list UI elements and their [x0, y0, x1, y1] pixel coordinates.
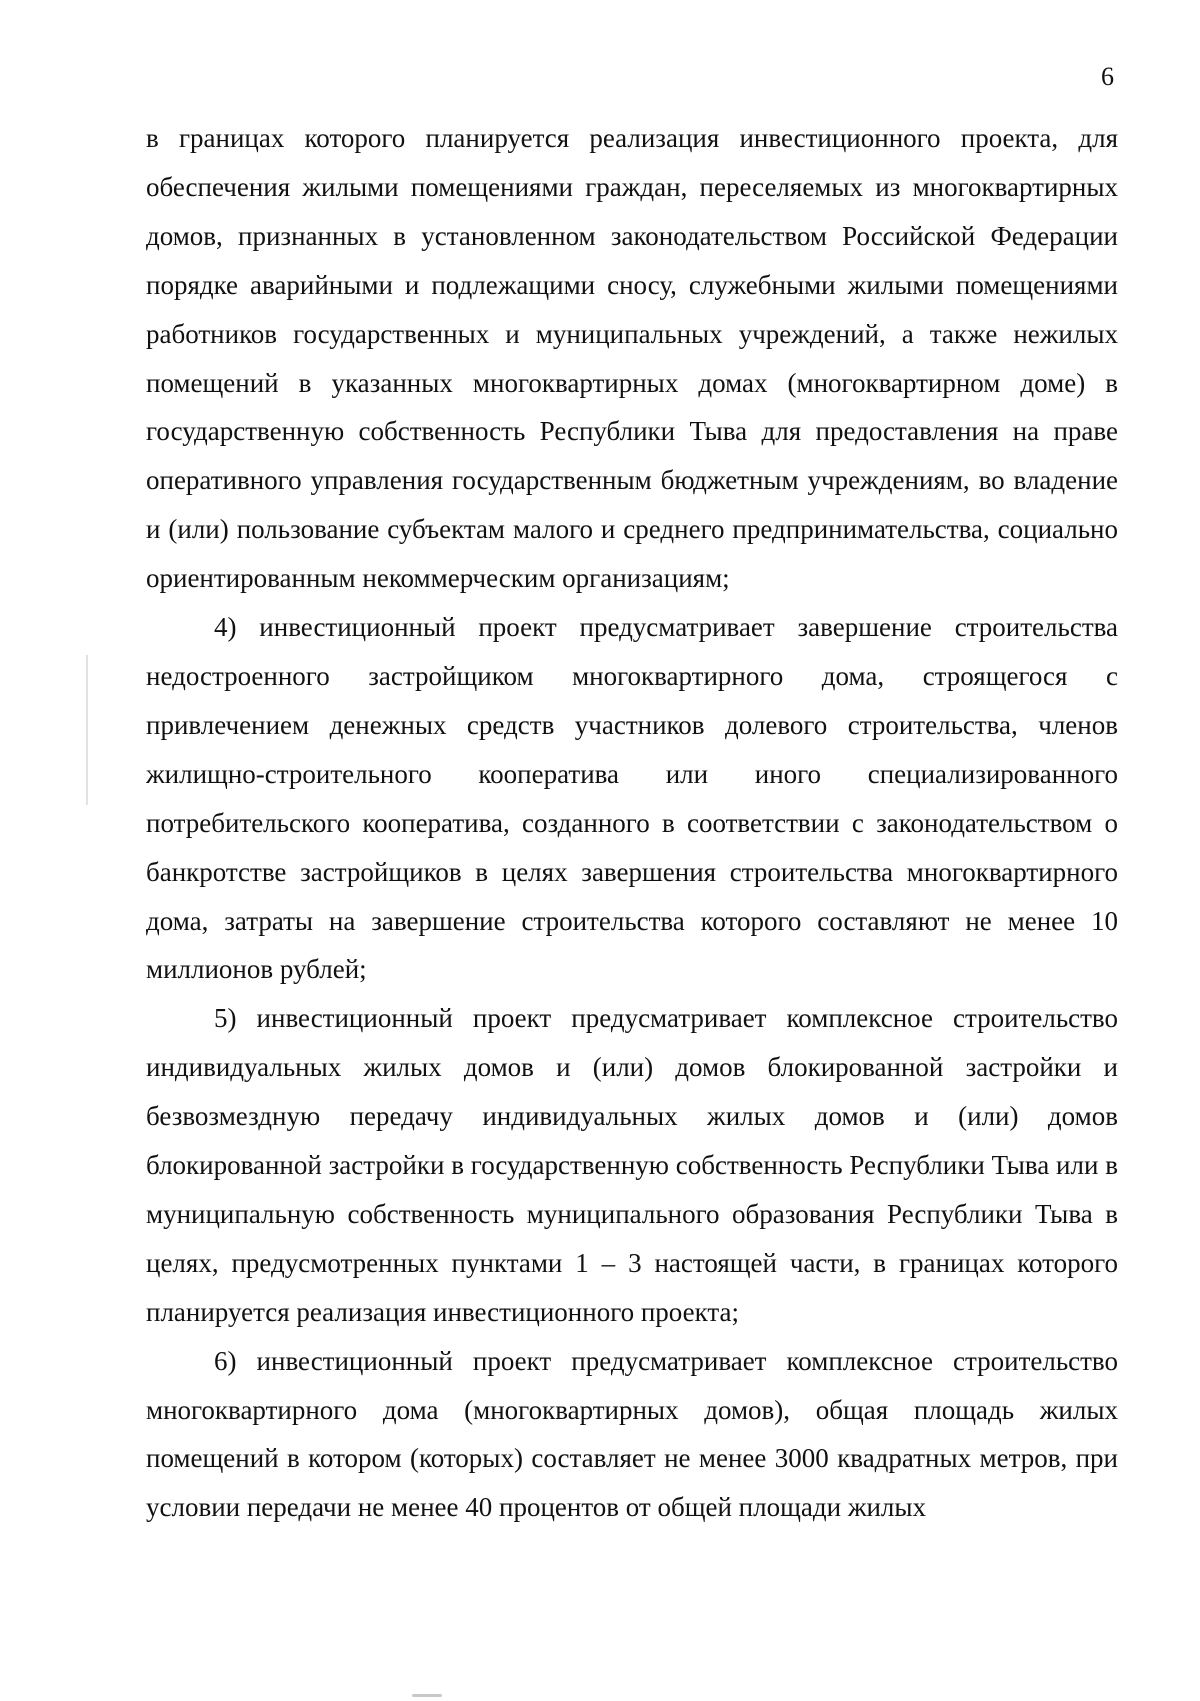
scan-fold-mark: [86, 655, 88, 805]
paragraph-item-4: 4) инвестиционный проект предусматривает завершение строительства недостроенного застройщиком многоквартирного дома, строящегося с привлечением денежных средств участников долевого строительства, членов жилищно-строительного кооператива или иного специализированного потребительского кооператива, созданного в соответствии с законодательством о банкротстве застройщиков в целях завершения строительства многоквартирного дома, затраты на завершение строительства которого составляют не менее 10 миллионов рублей;: [146, 612, 1118, 985]
paragraph-continuation: в границах которого планируется реализация инвестиционного проекта, для обеспечения жилыми помещениями граждан, переселяемых из многоквартирных домов, признанных в установленном законодательством Российской Федерации порядке аварийными и подлежащими сносу, служебными жилыми помещениями работников государственных и муниципальных учреждений, а также нежилых помещений в указанных многоквартирных домах (многоквартирном доме) в государственную собственность Республики Тыва для предоставления на праве оперативного управления государственным бюджетным учреждениям, во владение и (или) пользование субъектам малого и среднего предпринимательства, социально ориентированным некоммерческим организациям;: [146, 123, 1118, 594]
paragraph-item-6: 6) инвестиционный проект предусматривает комплексное строительство многоквартирного дома (многоквартирных домов), общая площадь жилых помещений в котором (которых) составляет не менее 3000 квадратных метров, при условии передачи не менее 40 процентов от общей площади жилых: [146, 1345, 1118, 1523]
paragraph-item-5: 5) инвестиционный проект предусматривает комплексное строительство индивидуальных жилых домов и (или) домов блокированной застройки и безвозмездную передачу индивидуальных жилых домов и (или) домов блокированной застройки в государственную собственность Республики Тыва или в муниципальную собственность муниципального образования Республики Тыва в целях, предусмотренных пунктами 1 – 3 настоящей части, в границах которого планируется реализация инвестиционного проекта;: [146, 1003, 1118, 1327]
document-body: [146, 114, 1118, 1532]
scan-artifact-mark: [412, 1694, 442, 1697]
page-number: 6: [1101, 62, 1114, 91]
